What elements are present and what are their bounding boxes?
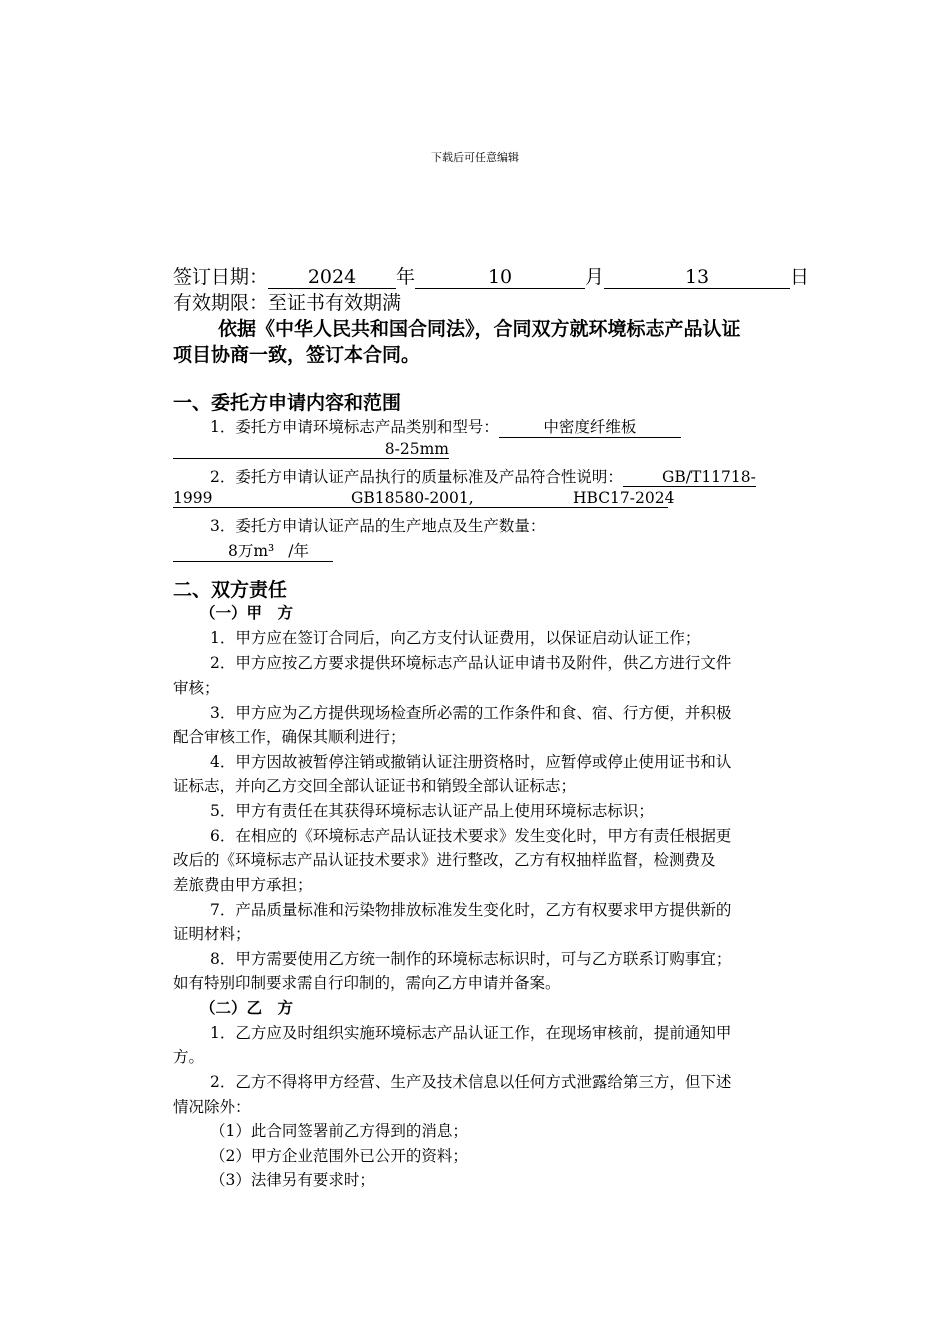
day-unit: 日	[790, 266, 810, 288]
partyB-line: （1）此合同签署前乙方得到的消息；	[210, 1122, 468, 1140]
partyA-line: 5．甲方有责任在其获得环境标志认证产品上使用环境标志标识；	[210, 802, 654, 820]
partyA-line: 审核；	[173, 679, 220, 697]
partyB-line: 情况除外：	[173, 1098, 251, 1116]
year-unit: 年	[396, 266, 416, 288]
validity-line: 有效期限：至证书有效期满	[173, 292, 402, 314]
item2-std2: GB18580-2001,	[351, 489, 474, 507]
partyA-line: 6．在相应的《环境标志产品认证技术要求》发生变化时，甲方有责任根据更	[210, 827, 732, 845]
partyA-line: 1．甲方应在签订合同后，向乙方支付认证费用，以保证启动认证工作；	[210, 629, 701, 647]
item2-label: 2．委托方申请认证产品执行的质量标准及产品符合性说明：	[210, 468, 623, 486]
section1-item1-cont	[173, 440, 449, 459]
partyA-line: 3．甲方应为乙方提供现场检查所必需的工作条件和食、宿、行方便，并积极	[210, 704, 732, 722]
sign-year: 2024	[268, 266, 396, 289]
section2-title: 二、双方责任	[173, 579, 288, 601]
item3-value-wrap	[173, 539, 333, 562]
intro-line-2: 项目协商一致，签订本合同。	[173, 344, 421, 366]
partyA-line: 7．产品质量标准和污染物排放标准发生变化时，乙方有权要求甲方提供新的	[210, 901, 732, 919]
section1-title: 一、委托方申请内容和范围	[173, 392, 402, 414]
section1-item2	[210, 465, 756, 487]
sign-day: 13	[604, 266, 790, 289]
month-unit: 月	[585, 266, 605, 288]
intro-line-1: 依据《中华人民共和国合同法》，合同双方就环境标志产品认证	[218, 318, 741, 340]
partyA-line: 差旅费由甲方承担；	[173, 876, 313, 894]
partyA-line: 改后的《环境标志产品认证技术要求》进行整改，乙方有权抽样监督，检测费及	[173, 851, 716, 869]
item3-unit: /年	[288, 542, 310, 560]
partyA-line: 2．甲方应按乙方要求提供环境标志产品认证申请书及附件，供乙方进行文件	[210, 654, 732, 672]
partyA-line: 证标志，并向乙方交回全部认证证书和销毁全部认证标志；	[173, 777, 577, 795]
partyB-line: 方。	[173, 1048, 205, 1066]
partyA-line: 8．甲方需要使用乙方统一制作的环境标志标识时，可与乙方联系订购事宜；	[210, 950, 732, 968]
partyA-line: 证明材料；	[173, 925, 251, 943]
item2-std3: HBC17-2024	[573, 489, 675, 507]
item1-label: 1．委托方申请环境标志产品类别和型号：	[210, 418, 499, 436]
sign-date-label: 签订日期：	[173, 266, 269, 288]
partyB-line: （2）甲方企业范围外已公开的资料；	[210, 1147, 468, 1165]
partyA-line: 4．甲方因故被暂停注销或撤销认证注册资格时，应暂停或停止使用证书和认	[210, 753, 732, 771]
partyA-line: 如有特别印制要求需自行印制的，需向乙方申请并备案。	[173, 974, 561, 992]
section1-item2-cont	[173, 489, 675, 508]
partyA-title: （一）甲 方	[200, 603, 294, 622]
header-note: 下载后可任意编辑	[431, 151, 519, 164]
section1-item3-cont	[173, 539, 333, 562]
item2-std1b: 1999	[173, 489, 213, 507]
partyB-title: （二）乙 方	[200, 998, 294, 1017]
partyA-line: 配合审核工作，确保其顺利进行；	[173, 728, 406, 746]
partyB-line: （3）法律另有要求时；	[210, 1171, 375, 1189]
partyB-line: 1．乙方应及时组织实施环境标志产品认证工作，在现场审核前，提前通知甲	[210, 1024, 732, 1042]
partyB-line: 2．乙方不得将甲方经营、生产及技术信息以任何方式泄露给第三方，但下述	[210, 1073, 732, 1091]
sign-date-line	[173, 262, 809, 289]
item3-value: 8万m³	[228, 542, 275, 560]
item1-value: 中密度纤维板	[499, 415, 681, 438]
sign-month: 10	[415, 266, 585, 289]
item2-standards	[173, 489, 675, 508]
section1-item1	[210, 415, 681, 438]
item2-std1a: GB/T11718-	[623, 468, 756, 487]
section1-item3: 3．委托方申请认证产品的生产地点及生产数量：	[210, 517, 546, 535]
item1-value2: 8-25mm	[173, 440, 449, 459]
